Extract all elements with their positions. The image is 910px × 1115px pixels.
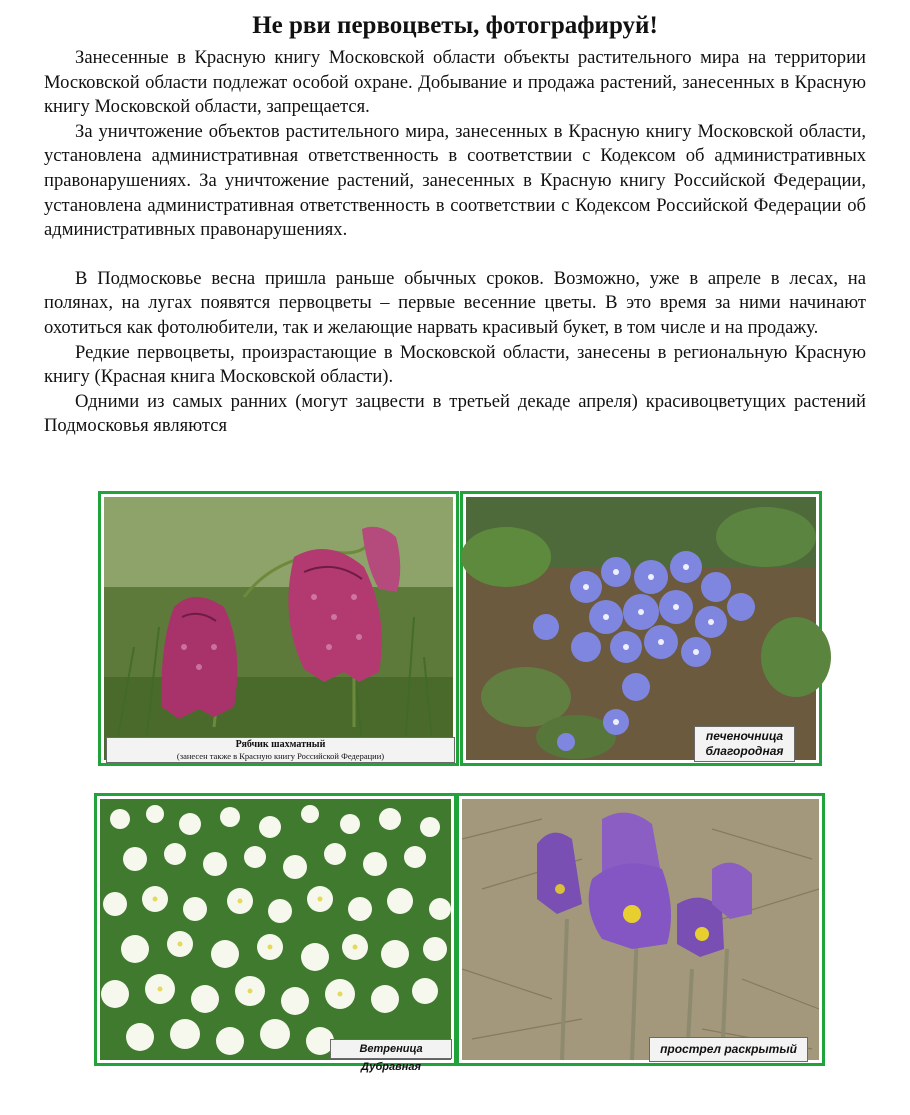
body-text (44, 46, 866, 439)
hepatica-caption-line2: благородная (705, 744, 784, 758)
anemone-caption: Ветреница Дубравная (330, 1039, 452, 1059)
fritillaria-photo (98, 491, 459, 766)
paragraph-2: За уничтожение объектов растительного мира, занесенных в Красную книгу Московской области, установлена административная ответственность в соответствии с Кодексом об административных правонарушениях. За уничтожение растений, занесенных в Красную книгу Российской Федерации, установлена административная ответственность в соответствии с Кодексом Российской Федерации об административных правонарушениях. (44, 120, 866, 241)
pulsatilla-image (462, 799, 819, 1060)
paragraph-4: Редкие первоцветы, произрастающие в Московской области, занесены в региональную Красную книгу (Красная книга Московской области). (44, 341, 866, 388)
fritillaria-caption (106, 737, 455, 763)
anemone-photo (94, 793, 457, 1073)
fritillaria-caption-title: Рябчик шахматный (235, 739, 326, 750)
page-title: Не рви первоцветы, фотографируй! (252, 12, 658, 39)
hepatica-photo (460, 491, 822, 766)
pulsatilla-photo (456, 793, 825, 1066)
paragraph-5: Одними из самых ранних (могут зацвести в третьей декаде апреля) красивоцветущих растений Подмосковья являются (44, 390, 866, 437)
hepatica-caption-line1: печеночница (705, 729, 784, 743)
fritillaria-image (104, 497, 453, 760)
paragraph-1: Занесенные в Красную книгу Московской области объекты растительного мира на территории Московской области подлежат особой охране. Добывание и продажа растений, занесенных в Красную книгу Московской области, запрещается. (44, 47, 866, 118)
paragraph-3: В Подмосковье весна пришла раньше обычных сроков. Возможно, уже в апреле в лесах, на полянах, на лугах появятся первоцветы – первые весенние цветы. В это время за ними начинают охотиться как фотолюбители, так и желающие нарвать красивый букет, в том числе и на продажу. (44, 267, 866, 338)
hepatica-image (466, 497, 816, 760)
pulsatilla-caption: прострел раскрытый (649, 1037, 808, 1062)
fritillaria-caption-note: (занесен также в Красную книгу Российской Федерации) (176, 751, 385, 761)
anemone-image (100, 799, 451, 1060)
hepatica-caption (694, 726, 795, 762)
